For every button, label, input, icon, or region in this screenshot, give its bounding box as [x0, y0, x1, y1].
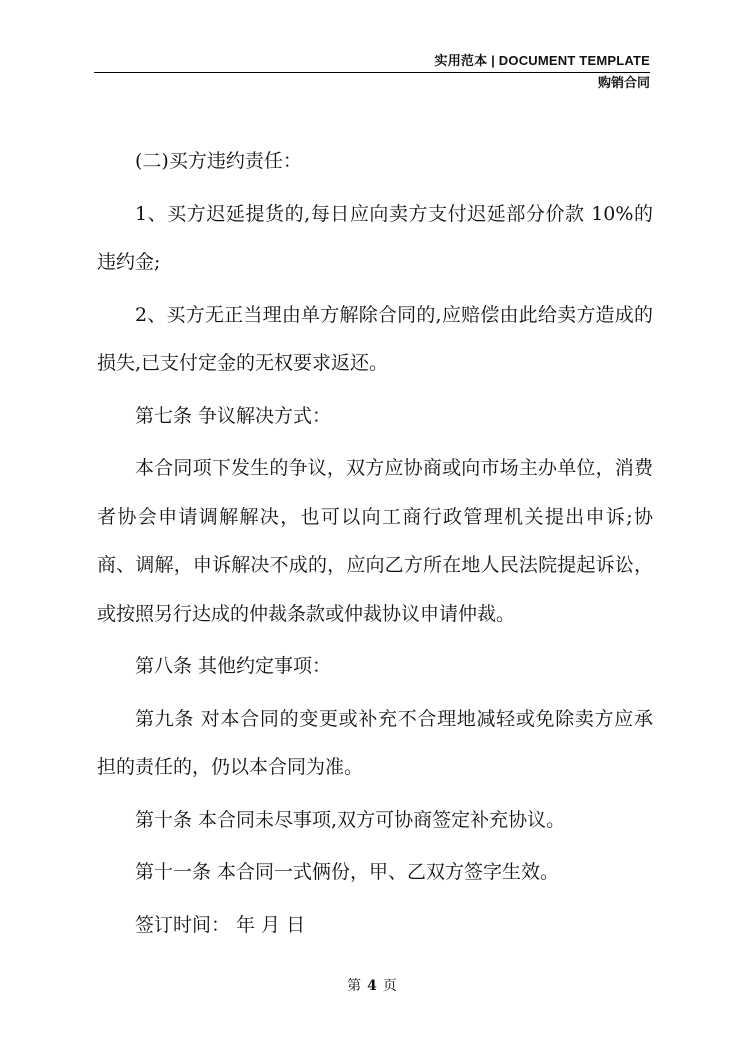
paragraph-late-pickup: 1、买方迟延提货的,每日应向卖方支付迟延部分价款 10%的违约金; — [97, 202, 653, 273]
paragraph-article-7-heading: 第七条 争议解决方式： — [135, 404, 332, 427]
page-footer — [0, 975, 744, 995]
paragraph-buyer-liability-heading: (二)买方违约责任： — [135, 150, 302, 172]
header-title: 实用范本 | DOCUMENT TEMPLATE — [434, 53, 650, 68]
page-header — [94, 52, 650, 92]
paragraph-unilateral-termination: 2、买方无正当理由单方解除合同的,应赔偿由此给卖方造成的损失,已支付定金的无权要求返还。 — [97, 303, 653, 374]
paragraph-article-10: 第十条 本合同未尽事项,双方可协商签定补充协议。 — [135, 808, 566, 831]
footer-prefix: 第 — [347, 978, 362, 994]
paragraph-article-9: 第九条 对本合同的变更或补充不合理地减轻或免除卖方应承担的责任的，仍以本合同为准。 — [97, 707, 653, 778]
header-rule — [94, 72, 650, 73]
paragraph-dispute-resolution: 本合同项下发生的争议，双方应协商或向市场主办单位，消费者协会申请调解解决，也可以向工商行政管理机关提出申诉;协商、调解，申诉解决不成的，应向乙方所在地人民法院提起诉讼，或按照另行达成的仲裁条款或仲裁协议申请仲裁。 — [97, 457, 653, 625]
paragraph-article-11: 第十一条 本合同一式俩份，甲、乙双方签字生效。 — [135, 861, 560, 883]
document-body — [97, 137, 653, 949]
footer-suffix: 页 — [382, 978, 397, 994]
header-subtitle: 购销合同 — [597, 75, 650, 90]
page-number: 4 — [367, 978, 377, 994]
paragraph-article-8-heading: 第八条 其他约定事项： — [135, 655, 332, 677]
paragraph-signing-date: 签订时间： 年 月 日 — [135, 913, 306, 936]
